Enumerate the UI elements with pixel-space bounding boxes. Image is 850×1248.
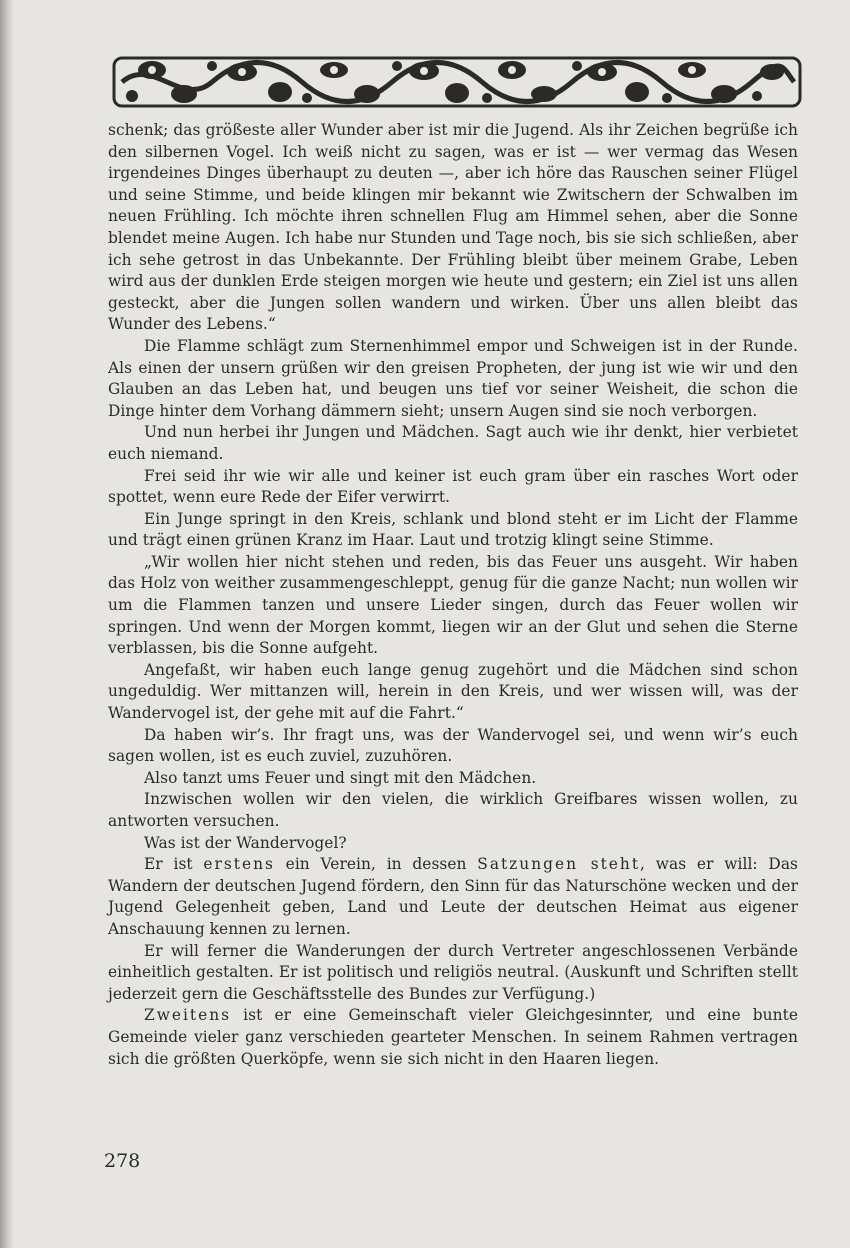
paragraph: Er will ferner die Wanderungen der durch Vertreter angeschlossenen Verbände einheitlich gestalten. Er ist politisch und religiös neutral. (Auskunft und Schriften stellt jederzeit gern die Geschäftsstelle des Bundes zur Verfügung.) [108, 941, 798, 1003]
body-text [108, 120, 798, 1070]
paragraph [108, 1005, 798, 1070]
paragraph: Frei seid ihr wie wir alle und keiner ist euch gram über ein rasches Wort oder spottet, wenn eure Rede der Eifer verwirrt. [108, 466, 798, 507]
page-binding-edge [0, 0, 14, 1248]
paragraph: schenk; das größeste aller Wunder aber ist mir die Jugend. Als ihr Zeichen begrüße ich den silbernen Vogel. Ich weiß nicht zu sagen, was er ist — wer vermag das Wesen irgendeines Dinges überhaupt zu deuten —, aber ich höre das Rauschen seiner Flügel und seine Stimme, und beide klingen mir bekannt wie Zwitschern der Schwalben im neuen Frühling. Ich möchte ihren schnellen Flug am Himmel sehen, aber die Sonne blendet meine Augen. Ich habe nur Stunden und Tage noch, bis sie sich schließen, aber ich sehe getrost in das Unbekannte. Der Frühling bleibt über meinem Grabe, Leben wird aus der dunklen Erde steigen morgen wie heute und gestern; ein Ziel ist uns allen gesteckt, aber die Jungen sollen wandern und wirken. Über uns allen bleibt das Wunder des Lebens.“ [108, 121, 798, 334]
floral-vine-ornament-icon [112, 56, 802, 108]
text-run: ist er eine Gemeinschaft vieler Gleichgesinnter, und eine bunte Gemeinde vieler ganz verschieden gearteter Menschen. In seinem Rahmen vertragen sich die größten Querköpfe, wenn sie sich nicht in den Haaren liegen. [108, 1006, 798, 1068]
page-number: 278 [104, 1150, 141, 1172]
paragraph: Angefaßt, wir haben euch lange genug zugehört und die Mädchen sind schon ungeduldig. Wer mittanzen will, herein in den Kreis, und wer wissen will, was der Wandervogel ist, der gehe mit auf die Fahrt.“ [108, 660, 798, 723]
paragraph: Was ist der Wandervogel? [144, 833, 347, 852]
paragraph: Inzwischen wollen wir den vielen, die wirklich Greifbares wissen wollen, zu antworten versuchen. [108, 790, 798, 830]
paragraph: „Wir wollen hier nicht stehen und reden, bis das Feuer uns ausgeht. Wir haben das Holz von weither zusammengeschleppt, genug für die ganze Nacht; nun wollen wir um die Flammen tanzen und unsere Lieder singen, durch das Feuer wollen wir springen. Und wenn der Morgen kommt, liegen wir an der Glut und sehen die Sterne verblassen, bis die Sonne aufgeht. [108, 552, 798, 658]
emphasis-text: erstens [203, 855, 275, 874]
paragraph: Ein Junge springt in den Kreis, schlank und blond steht er im Licht der Flamme und trägt einen grünen Kranz im Haar. Laut und trotzig klingt seine Stimme. [108, 509, 798, 550]
text-run: Er ist [144, 855, 204, 874]
paragraph: Also tanzt ums Feuer und singt mit den Mädchen. [144, 768, 537, 787]
paragraph [108, 854, 798, 940]
paragraph: Und nun herbei ihr Jungen und Mädchen. Sagt auch wie ihr denkt, hier verbietet euch niemand. [108, 423, 798, 463]
text-run: ein Verein, in dessen [274, 855, 478, 874]
emphasis-text: Zweitens [144, 1006, 232, 1025]
emphasis-text: Satzungen steht [477, 855, 641, 874]
paragraph: Da haben wir’s. Ihr fragt uns, was der Wandervogel sei, und wenn wir’s euch sagen wollen, ist es euch zuviel, zuzuhören. [108, 725, 798, 766]
paragraph: Die Flamme schlägt zum Sternenhimmel empor und Schweigen ist in der Runde. Als einen der unsern grüßen wir den greisen Propheten, der jung ist wie wir und den Glauben an das Leben hat, und beugen uns tief vor seiner Weisheit, die schon die Dinge hinter dem Vorhang dämmern sieht; unsern Augen sind sie noch verborgen. [108, 336, 798, 420]
text-run: , was er will: Das Wandern der deutschen Jugend fördern, den Sinn für das Naturschöne wecken und der Jugend Gelegenheit geben, Land und Leute der deutschen Heimat aus eigener Anschauung kennen zu lernen. [108, 855, 798, 938]
